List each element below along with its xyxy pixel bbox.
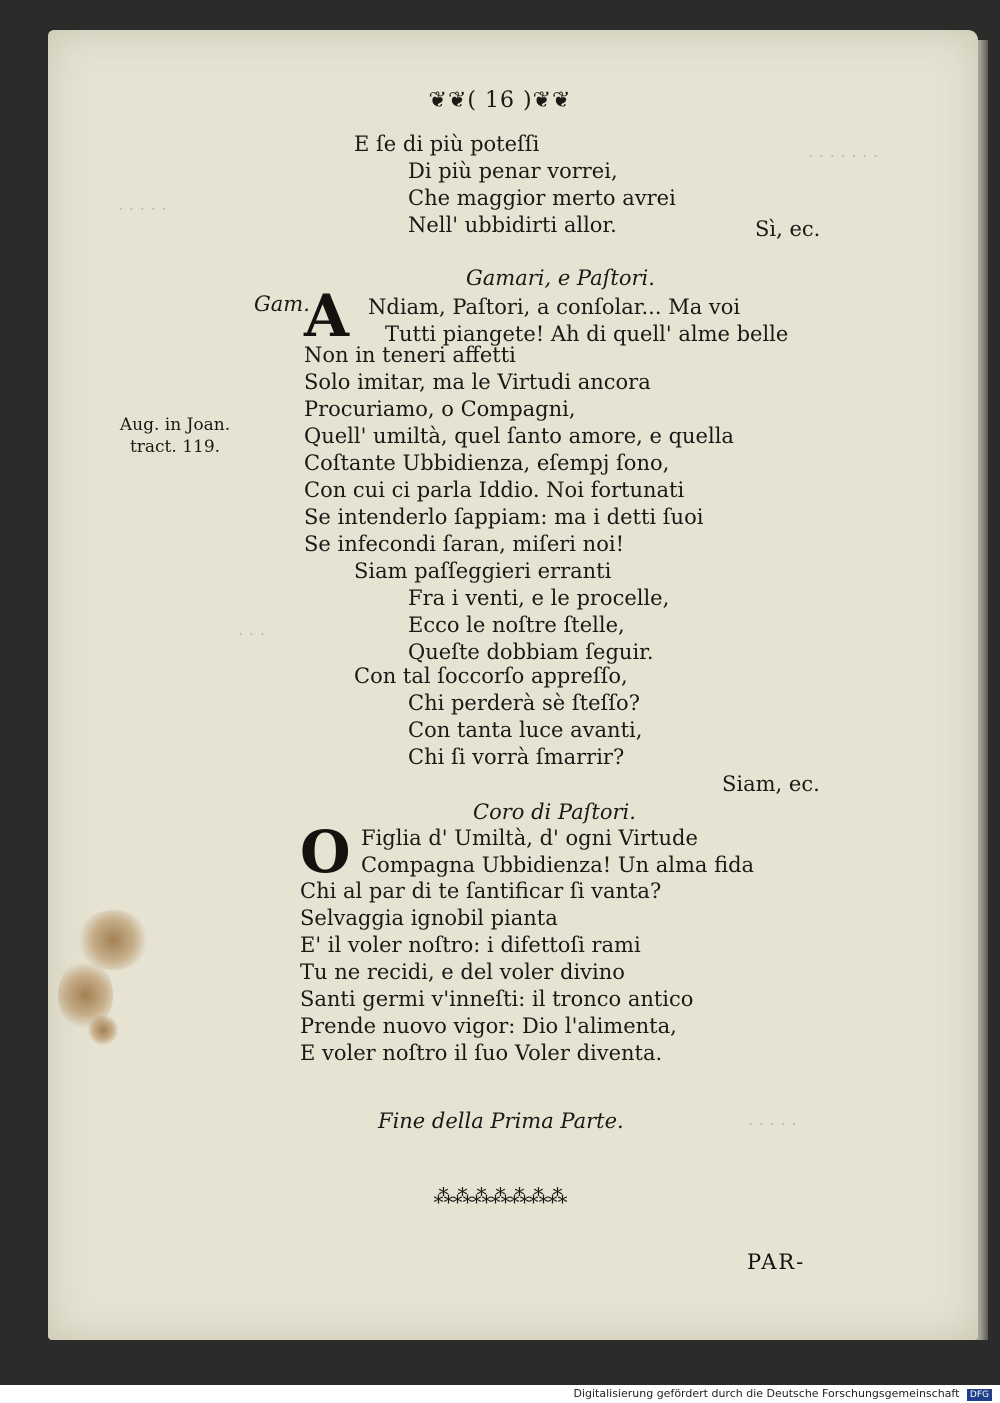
show-through: . . . . . (118, 195, 167, 215)
dfg-logo: DFG (967, 1389, 992, 1401)
verse-line: Se intenderlo ſappiam: ma i detti ſuoi (304, 505, 704, 529)
margin-note (100, 414, 250, 458)
header-ornament-left: ❦❦( (428, 88, 477, 113)
verse-line: Compagna Ubbidienza! Un alma fida (361, 853, 755, 877)
catchword: PAR- (747, 1250, 806, 1274)
show-through: . . . . . . . (808, 142, 879, 162)
verse-line: Santi germi v'inneſti: il tronco antico (300, 987, 694, 1011)
section-title: Coro di Paſtori. (473, 800, 636, 824)
verse-line: Prende nuovo vigor: Dio l'alimenta, (300, 1014, 677, 1038)
verse-line: E' il voler noſtro: i difettoſi rami (300, 933, 641, 957)
verse-line: Nell' ubbidirti allor. (408, 213, 617, 237)
margin-note-line: Aug. in Joan. (119, 415, 231, 435)
verse-line: Ecco le noſtre ſtelle, (408, 613, 625, 637)
verse-line: Siam paſſeggieri erranti (354, 559, 612, 583)
margin-note-line: tract. 119. (129, 437, 221, 457)
verse-line: Chi perderà sè ſteſſo? (408, 691, 640, 715)
verse-line: Solo imitar, ma le Virtudi ancora (304, 370, 651, 394)
verse-line: Che maggior merto avrei (408, 186, 676, 210)
digitization-footer (0, 1385, 1000, 1403)
verse-line: Fra i venti, e le procelle, (408, 586, 670, 610)
page-header (0, 88, 1000, 113)
verse-line: Coſtante Ubbidienza, eſempj ſono, (304, 451, 670, 475)
header-ornament-right: )❦❦ (523, 88, 572, 113)
show-through: . . . . . (748, 1110, 797, 1130)
verse-line: Queſte dobbiam ſeguir. (408, 640, 654, 664)
refrain: Siam, ec. (722, 772, 820, 796)
verse-line: Di più penar vorrei, (408, 159, 618, 183)
printer-ornament: ⁂⁂⁂⁂⁂⁂⁂ (433, 1184, 567, 1208)
speaker-label: Gam. (254, 292, 310, 316)
verse-line: Tutti piangete! Ah di quell' alme belle (385, 322, 789, 346)
verse-line: Con tal ſoccorſo appreſſo, (354, 664, 628, 688)
drop-capital: A (304, 282, 350, 350)
verse-line: Tu ne recidi, e del voler divino (300, 960, 625, 984)
refrain: Sì, ec. (755, 217, 821, 241)
verse-line: Selvaggia ignobil pianta (300, 906, 558, 930)
verse-line: Quell' umiltà, quel ſanto amore, e quella (304, 424, 734, 448)
drop-capital: O (300, 818, 351, 886)
verse-line: Chi al par di te ſantificar ſi vanta? (300, 879, 662, 903)
verse-line: E voler noſtro il ſuo Voler diventa. (300, 1041, 663, 1065)
show-through: . . . (238, 620, 266, 640)
verse-line: Chi ſi vorrà ſmarrir? (408, 745, 625, 769)
footer-text: Digitalisierung gefördert durch die Deutsche Forschungsgemeinschaft (573, 1387, 960, 1400)
end-of-part: Fine della Prima Parte. (378, 1109, 624, 1133)
verse-line: Con cui ci parla Iddio. Noi fortunati (304, 478, 685, 502)
verse-line: E ſe di più poteſſi (354, 132, 540, 156)
verse-line: Figlia d' Umiltà, d' ogni Virtude (361, 826, 698, 850)
page-number: 16 (485, 88, 515, 113)
verse-line: Ndiam, Paſtori, a conſolar... Ma voi (368, 295, 741, 319)
verse-line: Procuriamo, o Compagni, (304, 397, 576, 421)
verse-line: Non in teneri affetti (304, 343, 516, 367)
verse-line: Se infecondi ſaran, miſeri noi! (304, 532, 625, 556)
verse-line: Con tanta luce avanti, (408, 718, 643, 742)
section-title: Gamari, e Paſtori. (466, 266, 655, 290)
stain (88, 1015, 118, 1045)
